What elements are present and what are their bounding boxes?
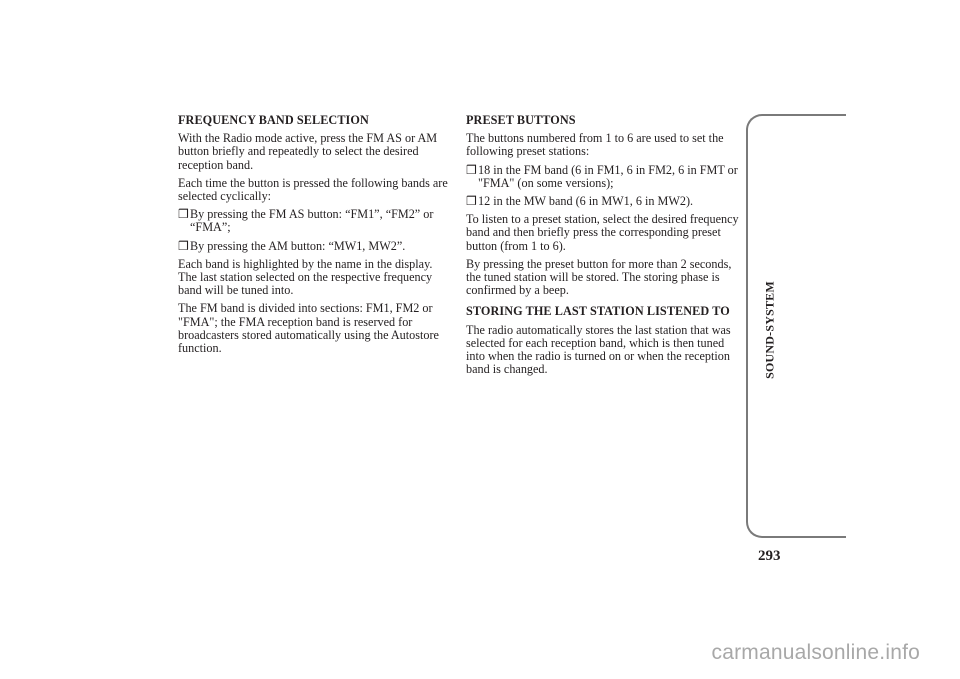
paragraph: Each band is highlighted by the name in the display. The last station selected on the respective frequency band will be tuned into. xyxy=(178,256,433,298)
bullet-item xyxy=(178,240,454,253)
right-column xyxy=(466,114,742,381)
paragraph: To listen to a preset station, select the desired frequency band and then briefly press the corresponding preset button (from 1 to 6). xyxy=(466,212,739,253)
checkbox-bullet-icon: ❒ xyxy=(178,238,189,253)
page-number: 293 xyxy=(758,548,781,564)
checkbox-bullet-icon: ❒ xyxy=(466,194,477,209)
bullet-text: By pressing the FM AS button: “FM1”, “FM2” or “FMA”; xyxy=(190,207,434,235)
section-tab xyxy=(746,114,846,538)
bullet-item xyxy=(178,208,454,234)
checkbox-bullet-icon: ❒ xyxy=(466,162,477,177)
frequency-band-heading: FREQUENCY BAND SELECTION xyxy=(178,113,369,127)
storing-last-station-heading: STORING THE LAST STATION LISTENED TO xyxy=(466,304,730,319)
bullet-item xyxy=(466,195,742,208)
paragraph: The FM band is divided into sections: FM1, FM2 or "FMA"; the FMA reception band is reserved for broadcasters stored automatically using the Autostore function. xyxy=(178,301,439,356)
bullet-text: By pressing the AM button: “MW1, MW2”. xyxy=(190,238,406,253)
paragraph: The buttons numbered from 1 to 6 are used to set the following preset stations: xyxy=(466,131,724,159)
bullet-text: 18 in the FM band (6 in FM1, 6 in FM2, 6 in FMT or "FMA" (on some versions); xyxy=(478,162,738,190)
bullet-item xyxy=(466,164,742,190)
checkbox-bullet-icon: ❒ xyxy=(178,207,189,222)
paragraph: By pressing the preset button for more than 2 seconds, the tuned station will be stored. The storing phase is confirmed by a beep. xyxy=(466,256,732,298)
paragraph: Each time the button is pressed the following bands are selected cyclically: xyxy=(178,175,448,204)
paragraph: With the Radio mode active, press the FM AS or AM button briefly and repeatedly to select the desired reception band. xyxy=(178,131,438,172)
left-column xyxy=(178,114,454,360)
bullet-text: 12 in the MW band (6 in MW1, 6 in MW2). xyxy=(478,194,694,209)
preset-buttons-heading: PRESET BUTTONS xyxy=(466,113,576,127)
watermark: carmanualsonline.info xyxy=(711,641,920,664)
section-tab-label: SOUND-SYSTEM xyxy=(762,281,777,379)
paragraph: The radio automatically stores the last station that was selected for each reception band, which is then tuned into when the radio is turned on or when the reception band is changed. xyxy=(466,322,731,377)
